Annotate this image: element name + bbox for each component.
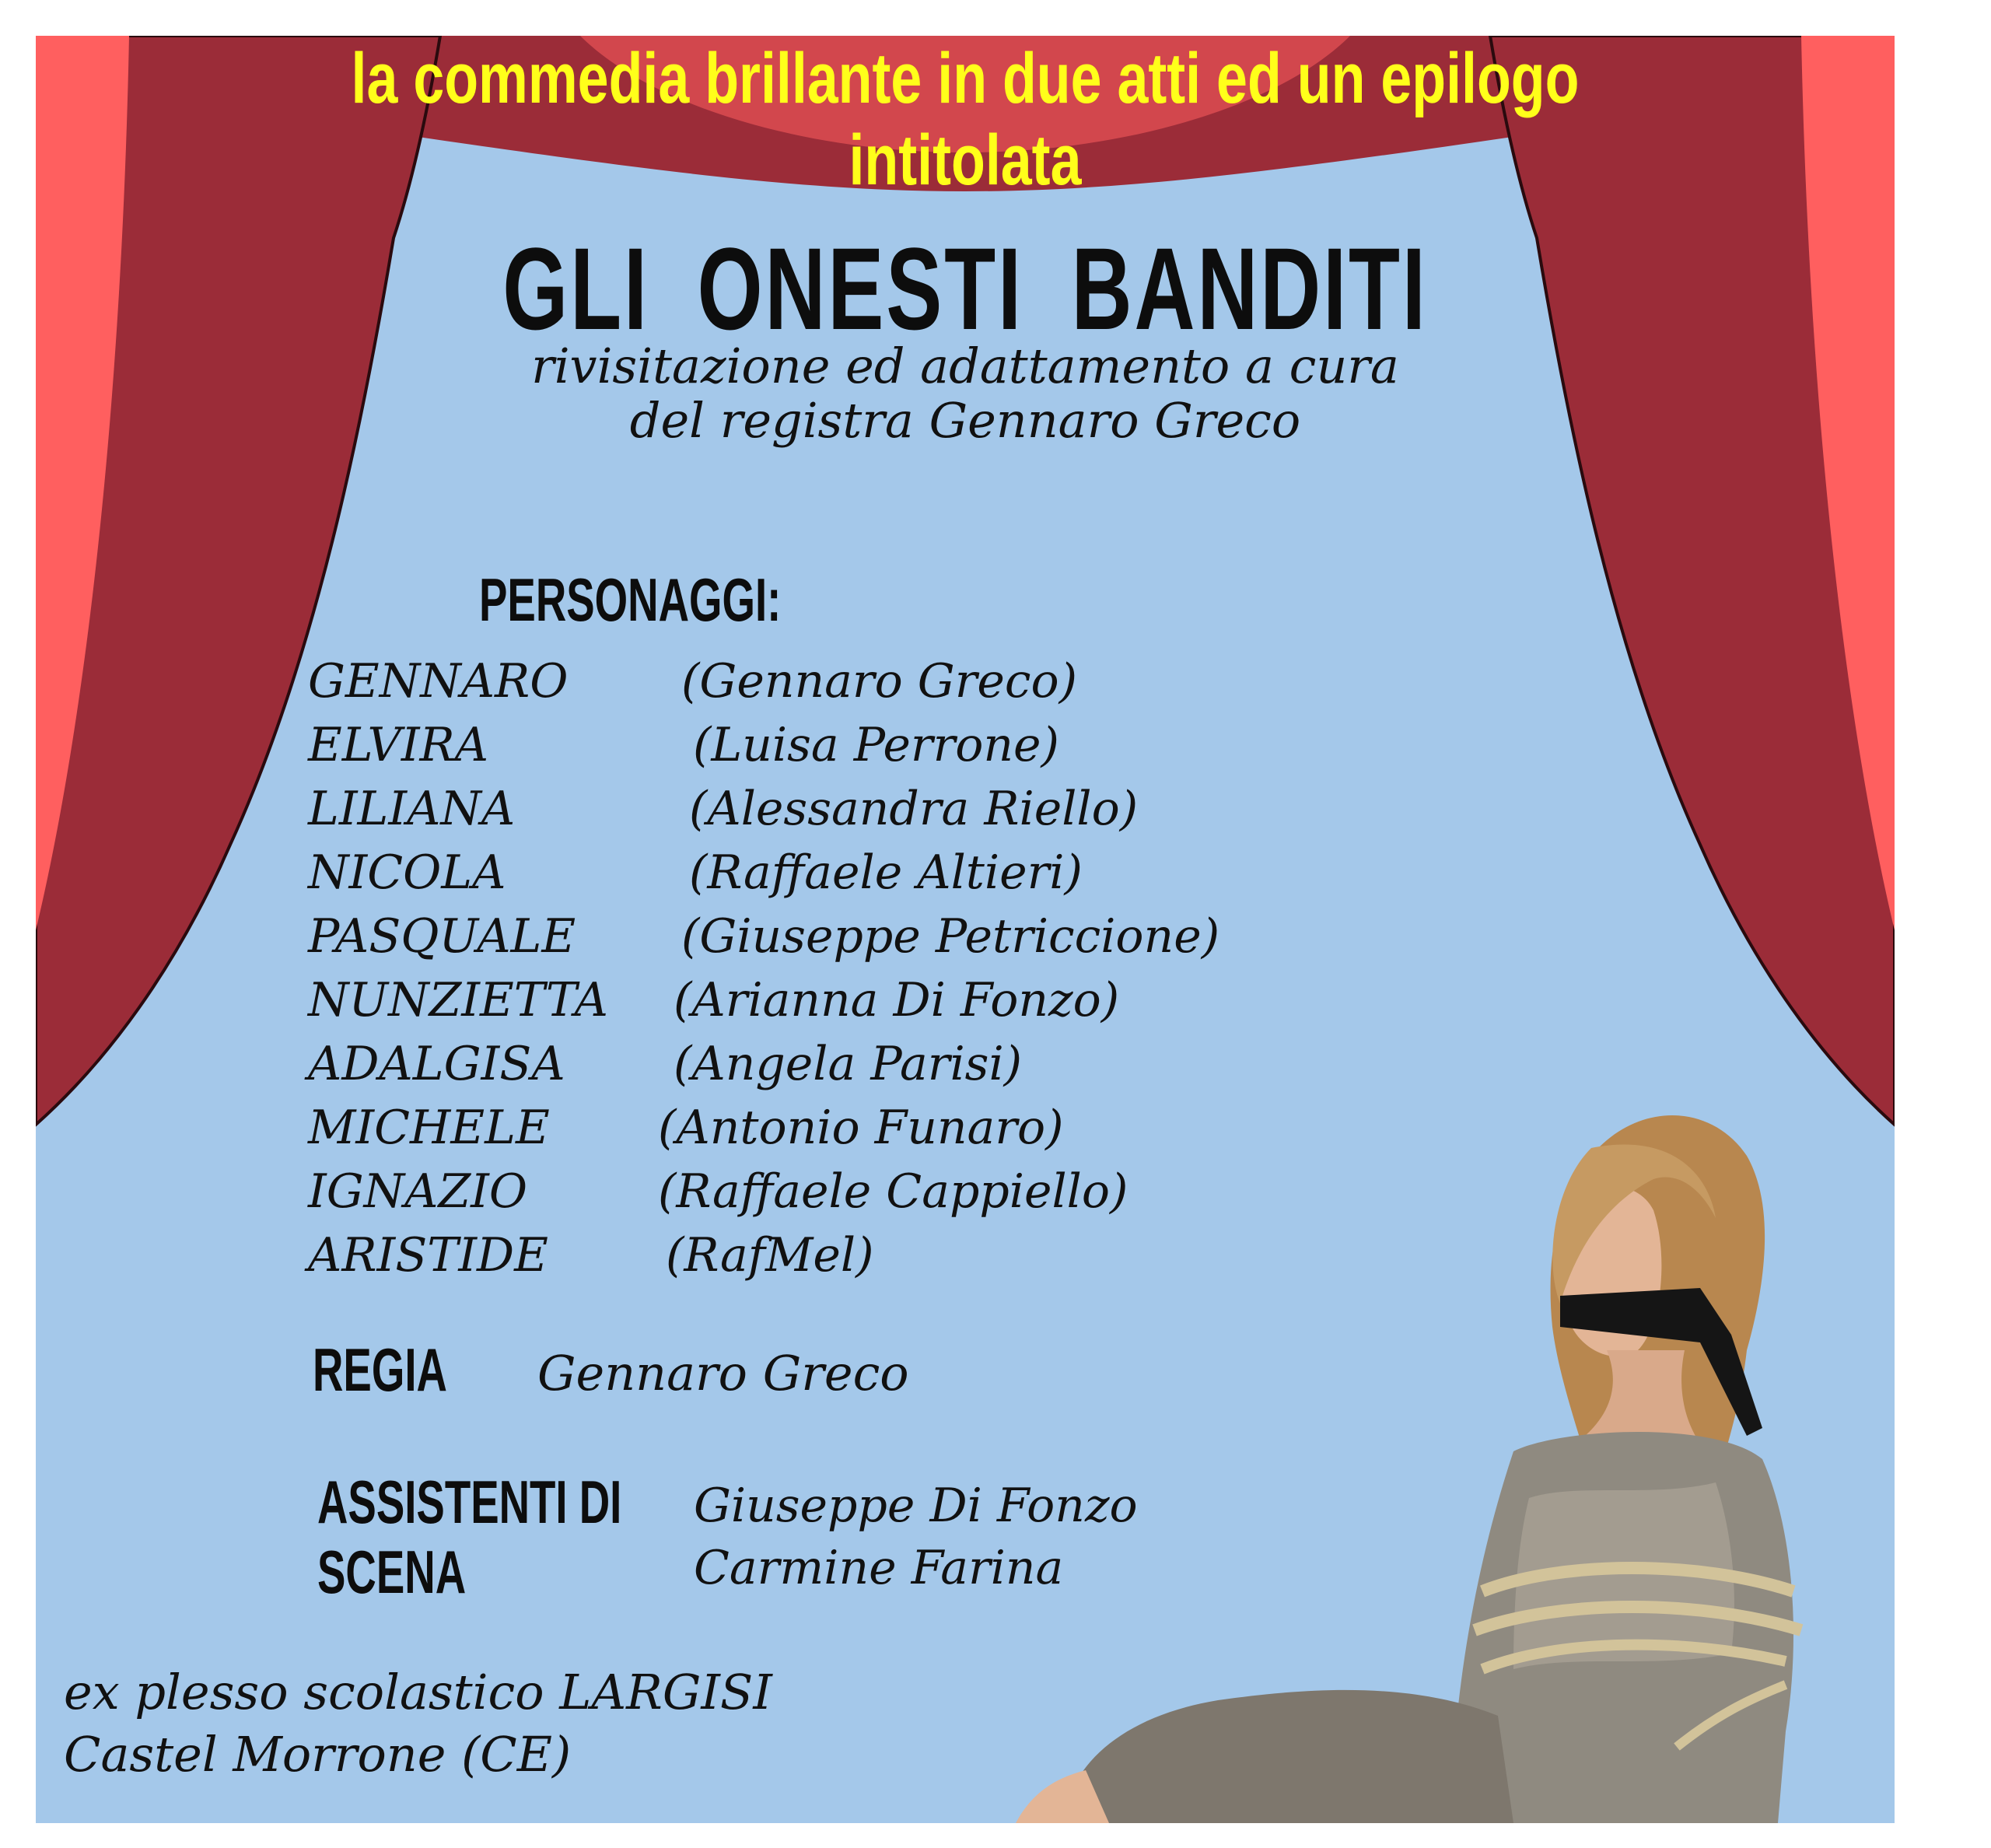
cast-actor: (Gennaro Greco)	[681, 654, 1078, 709]
cast-actor: (Raffaele Cappiello)	[658, 1164, 1128, 1219]
assistants-label-line-1: ASSISTENTI DI	[317, 1468, 622, 1536]
cast-role: NUNZIETTA	[308, 973, 608, 1027]
subtitle-line-2: del registra Gennaro Greco	[629, 392, 1301, 449]
direction-label: REGIA	[313, 1335, 447, 1404]
subtitle-line-1: rivisitazione ed adattamento a cura	[531, 338, 1399, 394]
cast-actor: (Antonio Funaro)	[658, 1101, 1064, 1155]
cast-actor: (RafMel)	[666, 1228, 874, 1283]
assistant-name: Giuseppe Di Fonzo	[694, 1479, 1138, 1533]
cast-role: NICOLA	[308, 845, 506, 900]
cast-role: IGNAZIO	[308, 1164, 528, 1219]
banner-line-2: intitolata	[849, 121, 1082, 200]
venue-line-2: Castel Morrone (CE)	[64, 1726, 572, 1783]
cast-actor: (Arianna Di Fonzo)	[674, 973, 1120, 1027]
cast-heading: PERSONAGGI:	[479, 565, 782, 634]
director-name: Gennaro Greco	[537, 1345, 909, 1402]
banner-line-1: la commedia brillante in due atti ed un epilogo	[351, 39, 1580, 118]
cast-actor: (Luisa Perrone)	[693, 718, 1059, 772]
cast-role: GENNARO	[308, 654, 569, 709]
cast-actor: (Alessandra Riello)	[689, 782, 1139, 836]
venue-line-1: ex plesso scolastico LARGISI	[64, 1664, 772, 1720]
cast-role: ELVIRA	[308, 718, 489, 772]
cast-actor: (Giuseppe Petriccione)	[681, 909, 1220, 964]
play-title: GLI ONESTI BANDITI	[502, 223, 1428, 354]
cast-role: PASQUALE	[308, 909, 576, 964]
cast-role: LILIANA	[308, 782, 516, 836]
bound-woman-photo	[1016, 1094, 1895, 1823]
assistant-name: Carmine Farina	[694, 1541, 1064, 1595]
cast-role: ARISTIDE	[308, 1228, 548, 1283]
cast-actor: (Angela Parisi)	[674, 1037, 1023, 1091]
cast-role: MICHELE	[308, 1101, 550, 1155]
poster	[36, 36, 1895, 1823]
cast-actor: (Raffaele Altieri)	[689, 845, 1083, 900]
assistants-label-line-2: SCENA	[317, 1538, 467, 1606]
cast-role: ADALGISA	[308, 1037, 565, 1091]
